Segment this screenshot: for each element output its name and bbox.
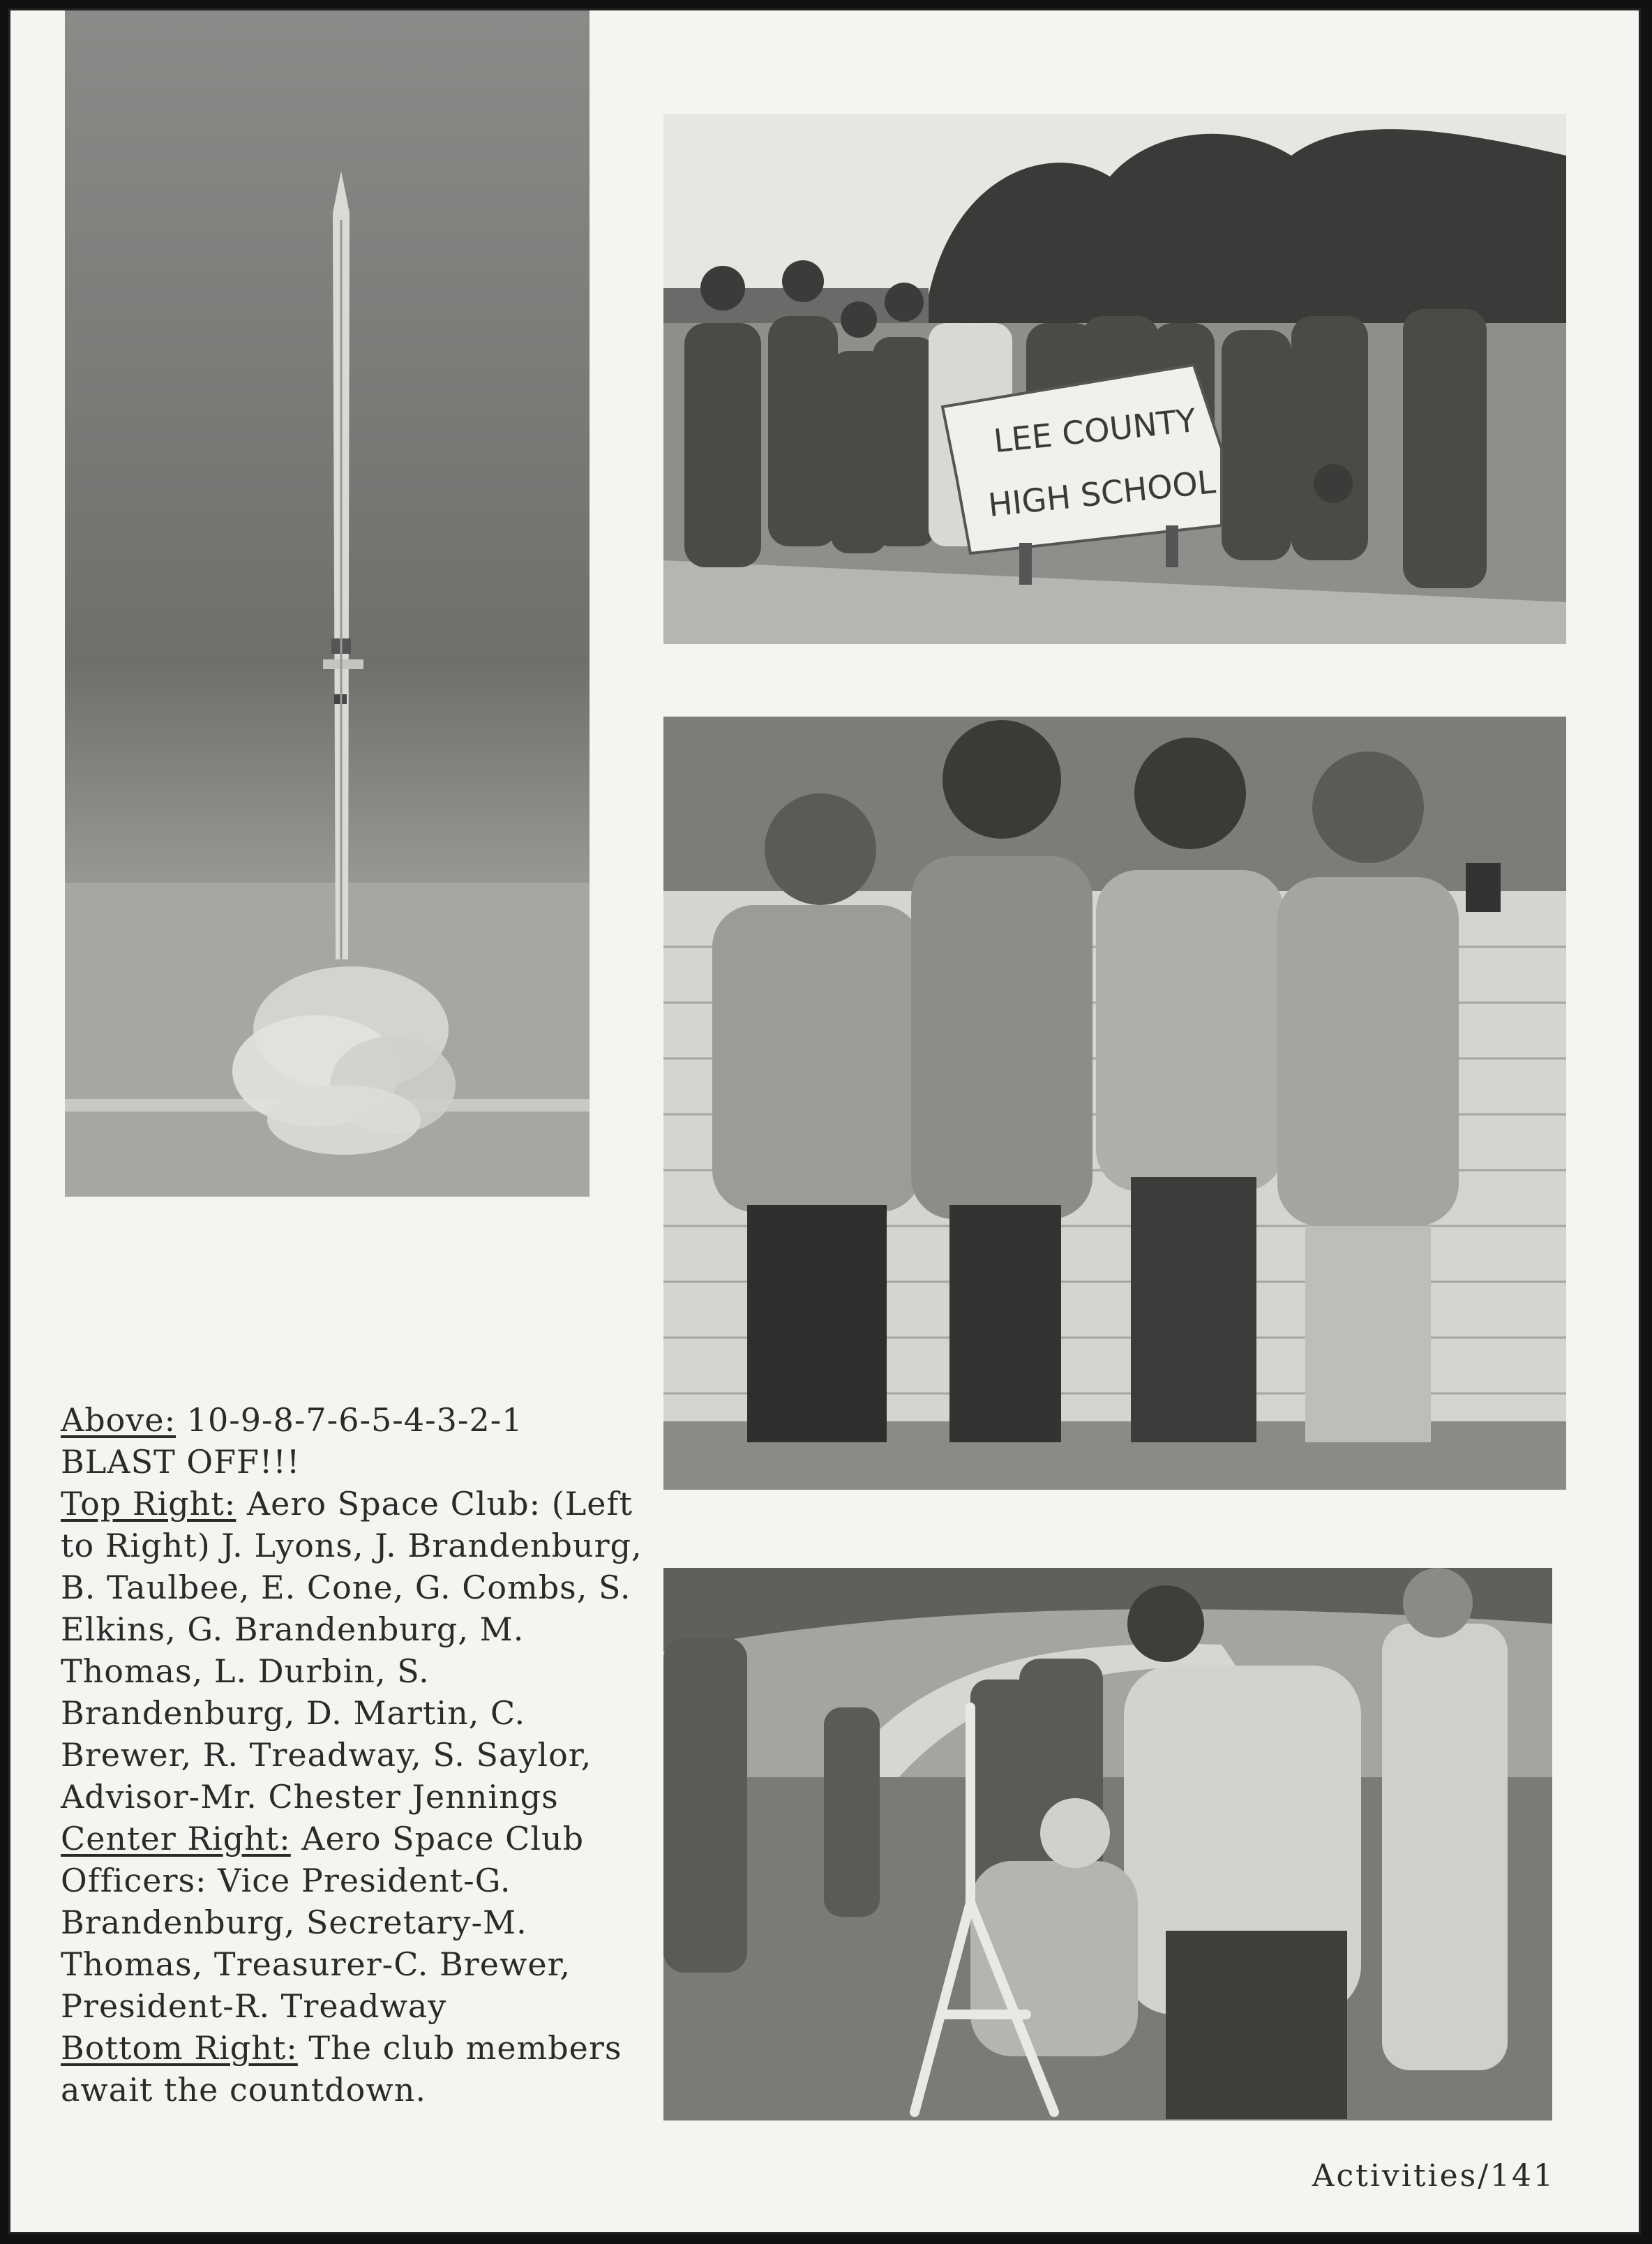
caption-bottom-right [61, 2027, 647, 2111]
caption-top-right-text: Aero Space Club: (Left to Right) J. Lyons, J. Brandenburg, B. Taulbee, E. Cone, G. Combs, S. Elkins, G. Brandenburg, M. Thomas, L. Durbin, S. Brandenburg, D. Martin, C. Brewer, R. Treadway, S. Saylor, Advisor-Mr. Chester Jennings [61, 1485, 643, 1816]
caption-center-right [61, 1818, 647, 2027]
sign-text-line1: LEE COUNTY [991, 401, 1198, 461]
club-group-photo [663, 114, 1566, 644]
caption-above [61, 1399, 647, 1483]
caption-above-label: Above: [61, 1401, 177, 1439]
caption-bottom-right-label: Bottom Right: [61, 2029, 298, 2067]
photo-caption [61, 1399, 647, 2111]
club-countdown-photo [663, 1568, 1552, 2120]
caption-top-right [61, 1483, 647, 1818]
caption-center-right-label: Center Right: [61, 1820, 291, 1857]
caption-top-right-label: Top Right: [61, 1485, 236, 1523]
caption-above-text: 10-9-8-7-6-5-4-3-2-1 BLAST OFF!!! [61, 1401, 523, 1481]
rocket-launch-photo [65, 10, 590, 1197]
yearbook-page [8, 8, 1641, 2234]
caption-bottom-right-text: The club members await the countdown. [61, 2029, 622, 2109]
club-officers-photo [663, 717, 1566, 1490]
sign-text-line2: HIGH SCHOOL [986, 463, 1217, 525]
caption-center-right-text: Aero Space Club Officers: Vice President-G. Brandenburg, Secretary-M. Thomas, Treasurer-C. Brewer, President-R. Treadway [61, 1820, 585, 2025]
page-folio: Activities/141 [1312, 2158, 1555, 2194]
